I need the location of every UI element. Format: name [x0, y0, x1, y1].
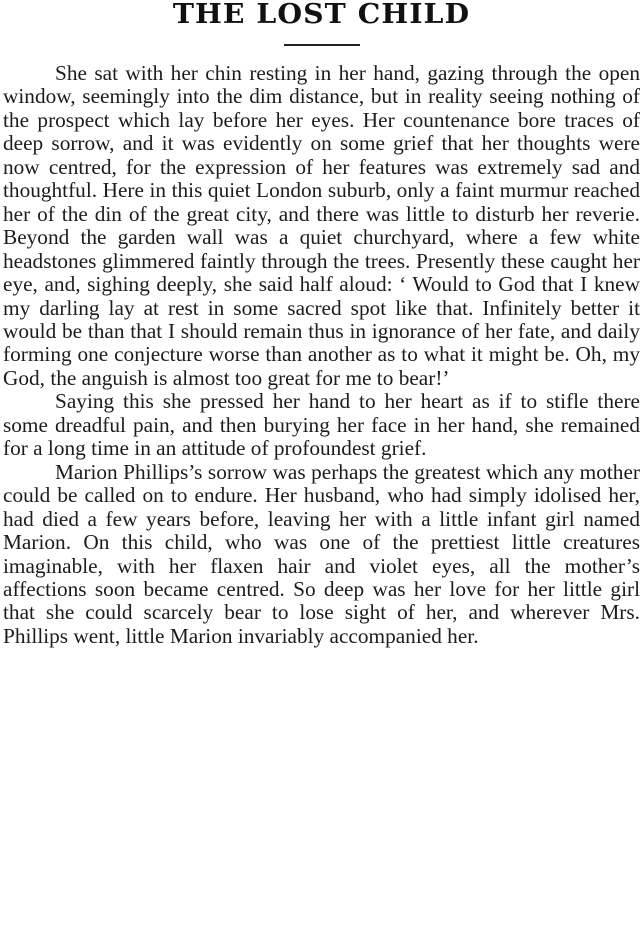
title-divider: [284, 44, 360, 46]
article-body: [3, 62, 640, 648]
article-paragraph-2: Saying this she pressed her hand to her heart as if to stifle there some dreadful pain, and then burying her face in her hand, she remained for a long time in an attitude of profoundest grief.: [3, 389, 640, 461]
article-title: THE LOST CHILD: [172, 0, 471, 30]
article-paragraph-1: She sat with her chin resting in her hand, gazing through the open window, seemingly into the dim distance, but in reality seeing nothing of the prospect which lay before her eyes. Her countenance bore traces of deep sorrow, and it was evidently on some grief that her thoughts were now centred, for the expression of her features was extremely sad and thoughtful. Here in this quiet London suburb, only a faint murmur reached her of the din of the great city, and there was little to disturb her reverie. Beyond the garden wall was a quiet churchyard, where a few white headstones glimmered faintly through the trees. Presently these caught her eye, and, sighing deeply, she said half aloud: ‘ Would to God that I knew my darling lay at rest in some sacred spot like that. Infinitely better it would be than that I should remain thus in ignorance of her fate, and daily forming one conjecture worse than another as to what it might be. Oh, my God, the anguish is almost too great for me to bear!’: [3, 61, 640, 390]
article-paragraph-3: Marion Phillips’s sorrow was perhaps the greatest which any mother could be called on to endure. Her husband, who had simply idolised her, had died a few years before, leaving her with a little infant girl named Marion. On this child, who was one of the prettiest little creatures imaginable, with her flaxen hair and violet eyes, all the mother’s affections soon became centred. So deep was her love for her little girl that she could scarcely bear to lose sight of her, and wherever Mrs. Phillips went, little Marion invariably accompanied her.: [3, 459, 640, 648]
